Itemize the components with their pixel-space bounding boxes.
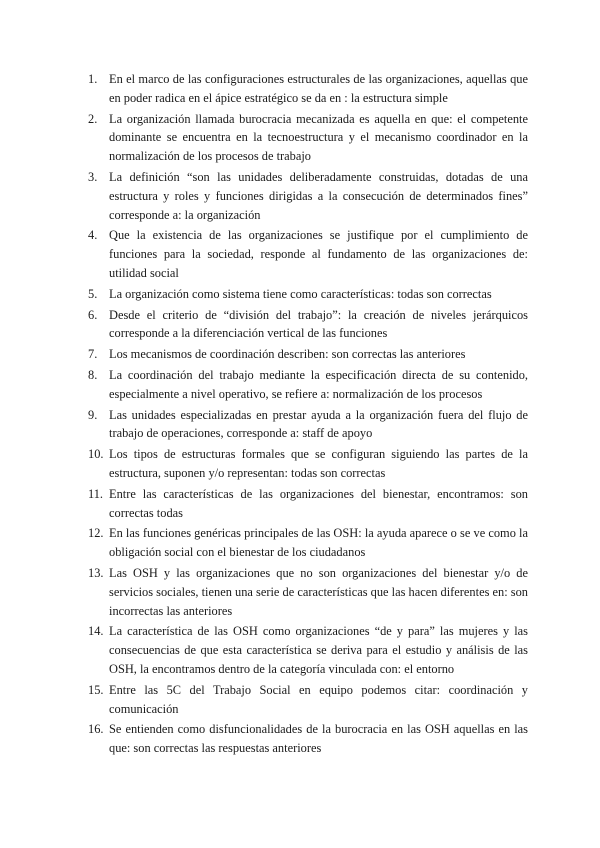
list-item — [88, 485, 528, 523]
item-number: 6. — [88, 307, 98, 322]
item-number: 5. — [88, 286, 98, 301]
item-number: 16. — [88, 722, 104, 737]
item-text: En las funciones genéricas principales de las OSH: la ayuda aparece o se ve como la obligación social con el bienestar de los ciudadanos — [109, 526, 528, 560]
item-number: 3. — [88, 169, 98, 184]
item-number: 1. — [88, 72, 98, 86]
item-number: 4. — [88, 228, 98, 243]
item-number: 7. — [88, 347, 98, 362]
item-number: 15. — [88, 682, 104, 697]
item-number: 14. — [88, 624, 104, 639]
item-text: La organización llamada burocracia mecanizada es aquella en que: el competente dominante se encuentra en la tecnoestructura y el mecanismo coordinador en la normalización de los procesos de trabajo — [109, 111, 528, 164]
item-text: Entre las características de las organizaciones del bienestar, encontramos: son correctas todas — [109, 486, 528, 520]
list-item — [88, 445, 528, 483]
item-text: Desde el criterio de “división del trabajo”: la creación de niveles jerárquicos corresponde a la diferenciación vertical de las funciones — [109, 307, 528, 341]
list-item — [88, 622, 528, 678]
item-text: La coordinación del trabajo mediante la especificación directa de su contenido, especialmente a nivel operativo, se refiere a: normalización de los procesos — [109, 367, 528, 401]
item-number: 10. — [88, 447, 104, 462]
list-item — [88, 226, 528, 282]
item-text: Se entienden como disfuncionalidades de la burocracia en las OSH aquellas en las que: son correctas las respuestas anteriores — [109, 722, 528, 756]
list-item — [88, 306, 528, 344]
list-item — [88, 564, 528, 620]
item-number: 11. — [88, 486, 104, 501]
item-text: En el marco de las configuraciones estructurales de las organizaciones, aquellas que en poder radica en el ápice estratégico se da en : la estructura simple — [109, 72, 528, 105]
question-list — [88, 70, 528, 760]
item-text: Que la existencia de las organizaciones se justifique por el cumplimiento de funciones para la sociedad, responde al fundamento de las organizaciones de: utilidad social — [109, 228, 528, 280]
list-item — [88, 345, 528, 364]
item-text: La característica de las OSH como organizaciones “de y para” las mujeres y las consecuencias de que esta característica se deriva para el estudio y análisis de las OSH, la encontramos dentro de la categoría vinculada con: el entorno — [109, 624, 528, 676]
item-number: 9. — [88, 407, 98, 422]
list-item — [88, 524, 528, 562]
item-number: 13. — [88, 565, 104, 580]
list-item — [88, 70, 528, 108]
item-text: Los mecanismos de coordinación describen: son correctas las anteriores — [109, 347, 466, 362]
item-text: Los tipos de estructuras formales que se configuran siguiendo las partes de la estructura, suponen y/o representan: todas son correctas — [109, 447, 528, 480]
list-item — [88, 720, 528, 758]
item-text: La organización como sistema tiene como características: todas son correctas — [109, 286, 492, 301]
item-text: La definición “son las unidades deliberadamente construidas, dotadas de una estructura y roles y funciones dirigidas a la consecución de determinados fines” corresponde a: la organización — [109, 169, 528, 222]
list-item — [88, 406, 528, 444]
item-text: Las unidades especializadas en prestar ayuda a la organización fuera del flujo de trabajo de operaciones, corresponde a: staff de apoyo — [109, 407, 528, 441]
item-text: Entre las 5C del Trabajo Social en equipo podemos citar: coordinación y comunicación — [109, 682, 528, 716]
list-item — [88, 168, 528, 224]
list-item — [88, 285, 528, 304]
item-number: 8. — [88, 367, 98, 382]
list-item — [88, 110, 528, 166]
item-text: Las OSH y las organizaciones que no son organizaciones del bienestar y/o de servicios sociales, tienen una serie de características que las hacen diferentes en: son incorrectas las anteriores — [109, 565, 528, 618]
list-item — [88, 681, 528, 719]
item-number: 2. — [88, 111, 98, 126]
item-number: 12. — [88, 526, 104, 541]
list-item — [88, 366, 528, 404]
